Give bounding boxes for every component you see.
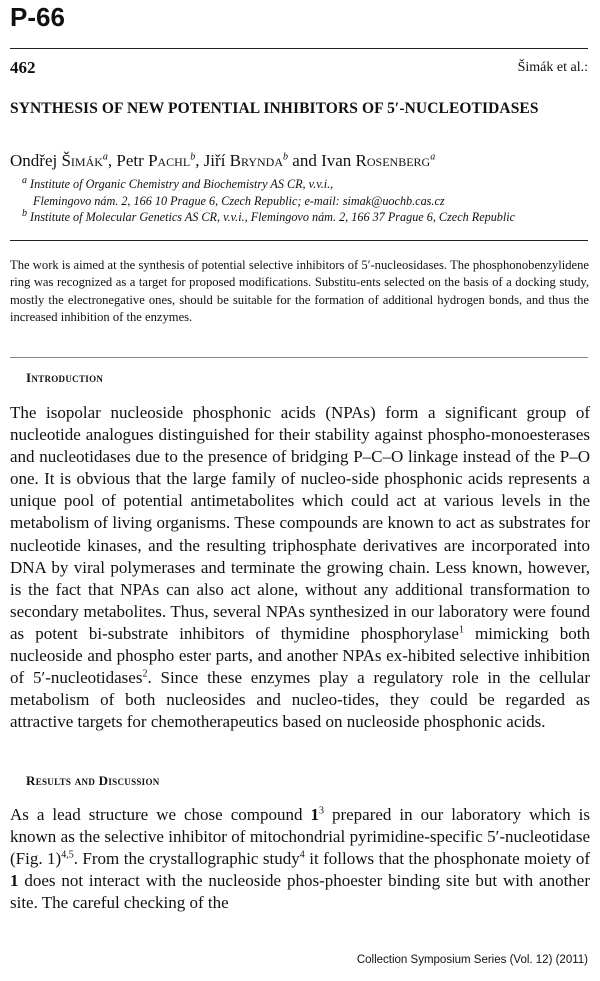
introduction-text-3: . Since these enzymes play a regulatory role in the cellular metabolism of both nucleosides and nucleo-tides, they could be regarded as attractive targets for chemotherapeutics based on nucleoside phosphonic acids. [10,668,590,732]
paper-title: SYNTHESIS OF NEW POTENTIAL INHIBITORS OF 5′-NUCLEOTIDASES [10,100,539,117]
introduction-text-1: The isopolar nucleoside phosphonic acids (NPAs) form a significant group of nucleotide analogues distinguished for their stability against phospho-monoesterases and nucleotidases due to the presence of bridging P–C–O linkage instead of the P–O one. It is obvious that the large family of nucleo-side phosphonic acids represents a unique pool of potential antimetabolites which could act at various levels in the metabolism of living organisms. These compounds are known to act as substrates for nucleotide kinases, and the resulting triphosphate derivatives are incorporated into DNA by viral polymerases and terminate the growing chain. Less known, however, is the fact that NPAs can also act alone, without any additional transformation to secondary metabolites. Thus, several NPAs synthesized in our laboratory were found as potent bi-substrate inhibitors of thymidine phosphorylase [10,403,590,643]
author-affiliation-mark: a [430,151,436,163]
citation-ref: 2 [142,668,148,680]
citation-ref: 3 [318,805,324,817]
top-rule [10,48,588,49]
citation-ref: 4,5 [61,849,74,861]
compound-ref: 1 [10,871,19,891]
author-first: Jiří [203,151,226,170]
author-list [10,151,435,171]
header-rule [10,240,588,241]
author-separator: , [195,151,204,170]
results-text-2: prepared in our laboratory which is known as the selective inhibitor of mitochondrial pyrimidine-specific 5′-nucleotidase (Fig. 1) [10,805,590,869]
affiliation-mark: a [22,174,27,186]
introduction-text-2: mimicking both nucleoside and phospho ester parts, and another NPAs ex-hibited selective inhibition of 5′-nucleotidases [10,623,590,688]
abstract-rule [10,357,588,358]
author-last: Rosenberg [355,151,431,170]
author-affiliation-mark: a [102,151,108,163]
affiliation-a-line2: Flemingovo nám. 2, 166 10 Prague 6, Czech Republic; e-mail: simak@uochb.cas.cz [33,194,445,208]
paper-id: P-66 [10,2,65,32]
author-first: Ondřej [10,151,58,170]
compound-ref: 1 [310,805,319,824]
author-first: Ivan [321,151,352,170]
author-last: Pachl [148,151,191,170]
affiliation-mark: b [22,207,27,219]
page-number: 462 [10,58,36,77]
author-and: and [288,151,322,170]
author-affiliation-mark: b [283,151,289,163]
author-first: Petr [116,151,144,170]
results-text-3: . From the crystallographic study [73,849,300,869]
introduction-paragraph [10,402,590,733]
results-paragraph [10,804,590,914]
affiliation-b [22,207,516,225]
running-author: Šimák et al.: [517,60,588,75]
results-text-1: As a lead structure we chose compound [10,805,311,824]
results-text-4: it follows that the phosphonate moiety of [304,849,591,869]
author-affiliation-mark: b [190,151,196,163]
citation-ref: 1 [458,624,464,636]
section-heading-results: Results and Discussion [26,773,160,788]
author-last: Šimák [61,151,103,170]
abstract: The work is aimed at the synthesis of potential selective inhibitors of 5′-nucleosidases. The phosphonobenzylidene ring was recognized as a target for proposed modifications. Substitu-ents selected on the basis of a docking study, mostly the electronegative ones, should be suitable for the formation of additional hydrogen bonds, and thus the increased inhibition of the enzymes. [10,258,589,325]
affiliation-a [22,174,334,192]
citation-ref: 4 [299,849,305,861]
footer-journal: Collection Symposium Series (Vol. 12) (2011) [356,954,588,966]
section-heading-introduction: Introduction [26,370,104,385]
affiliation-line: Institute of Organic Chemistry and Biochemistry AS CR, v.v.i., [30,177,334,191]
author-separator: , [107,151,117,170]
author-last: Brynda [229,151,284,170]
affiliation-line: Institute of Molecular Genetics AS CR, v.v.i., Flemingovo nám. 2, 166 37 Prague 6, Czech Republic [30,210,516,224]
results-text-5: does not interact with the nucleoside phos-phoester binding site but with another site. The careful checking of the [10,871,590,913]
